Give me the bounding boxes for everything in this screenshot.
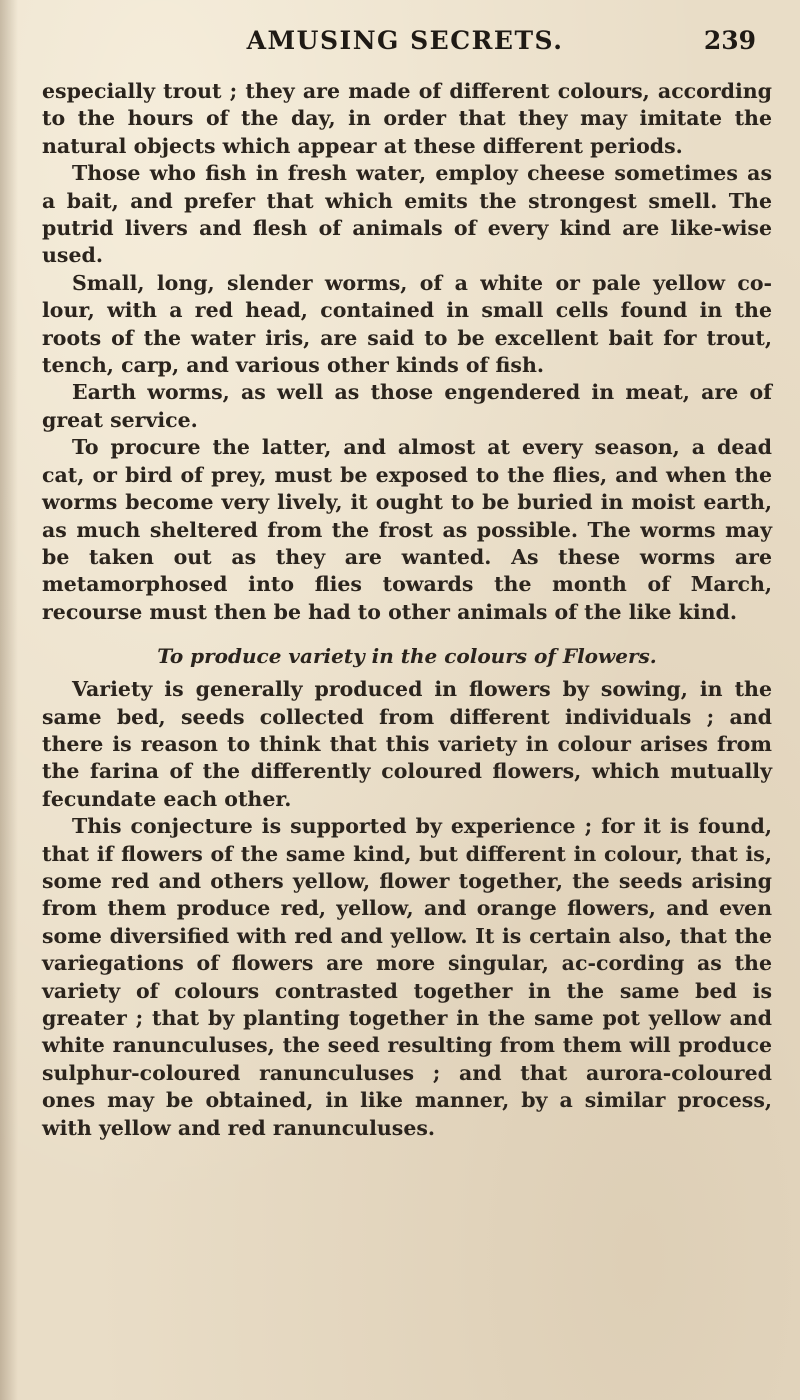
running-title: AMUSING SECRETS. [246,26,564,55]
paragraph: To procure the latter, and almost at every season, a dead cat, or bird of prey, must be exposed to the flies, and when the worms become very lively, it ought to be buried in moist earth, as much sheltered from the frost as possible. The worms may be taken out as they are wanted. As these worms are metamorphosed into flies towards the month of March, recourse must then be had to other animals of the like kind. [42,435,772,624]
page-gutter-shadow [0,0,18,1400]
paragraph: Earth worms, as well as those engendered in meat, are of great service. [42,380,772,432]
body-text [38,78,772,1142]
paragraph: especially trout ; they are made of different colours, according to the hours of the day, in order that they may imitate the natural objects which appear at these different periods. [42,79,772,158]
paragraph: Those who fish in fresh water, employ cheese sometimes as a bait, and prefer that which emits the strongest smell. The putrid livers and flesh of animals of every kind are like-wise used. [42,161,772,268]
paragraph: This conjecture is supported by experience ; for it is found, that if flowers of the same kind, but different in colour, that is, some red and others yellow, flower together, the seeds arising from them produce red, yellow, and orange flowers, and even some diversified with red and yellow. It is certain also, that the variegations of flowers are more singular, ac-cording as the variety of colours contrasted together in the same bed is greater ; that by planting together in the same pot yellow and white ranunculuses, the seed resulting from them will produce sulphur-coloured ranunculuses ; and that aurora-coloured ones may be obtained, in like manner, by a similar process, with yellow and red ranunculuses. [42,814,772,1140]
section-heading: To produce variety in the colours of Flowers. [157,644,657,669]
paragraph: Small, long, slender worms, of a white or pale yellow co-lour, with a red head, contained in small cells found in the roots of the water iris, are said to be excellent bait for trout, tench, carp, and various other kinds of fish. [42,270,772,378]
paragraph: Variety is generally produced in flowers by sowing, in the same bed, seeds collected from different individuals ; and there is reason to think that this variety in colour arises from the farina of the differently coloured flowers, which mutually fecundate each other. [42,677,772,811]
page-number: 239 [703,26,756,55]
running-header [38,0,772,68]
